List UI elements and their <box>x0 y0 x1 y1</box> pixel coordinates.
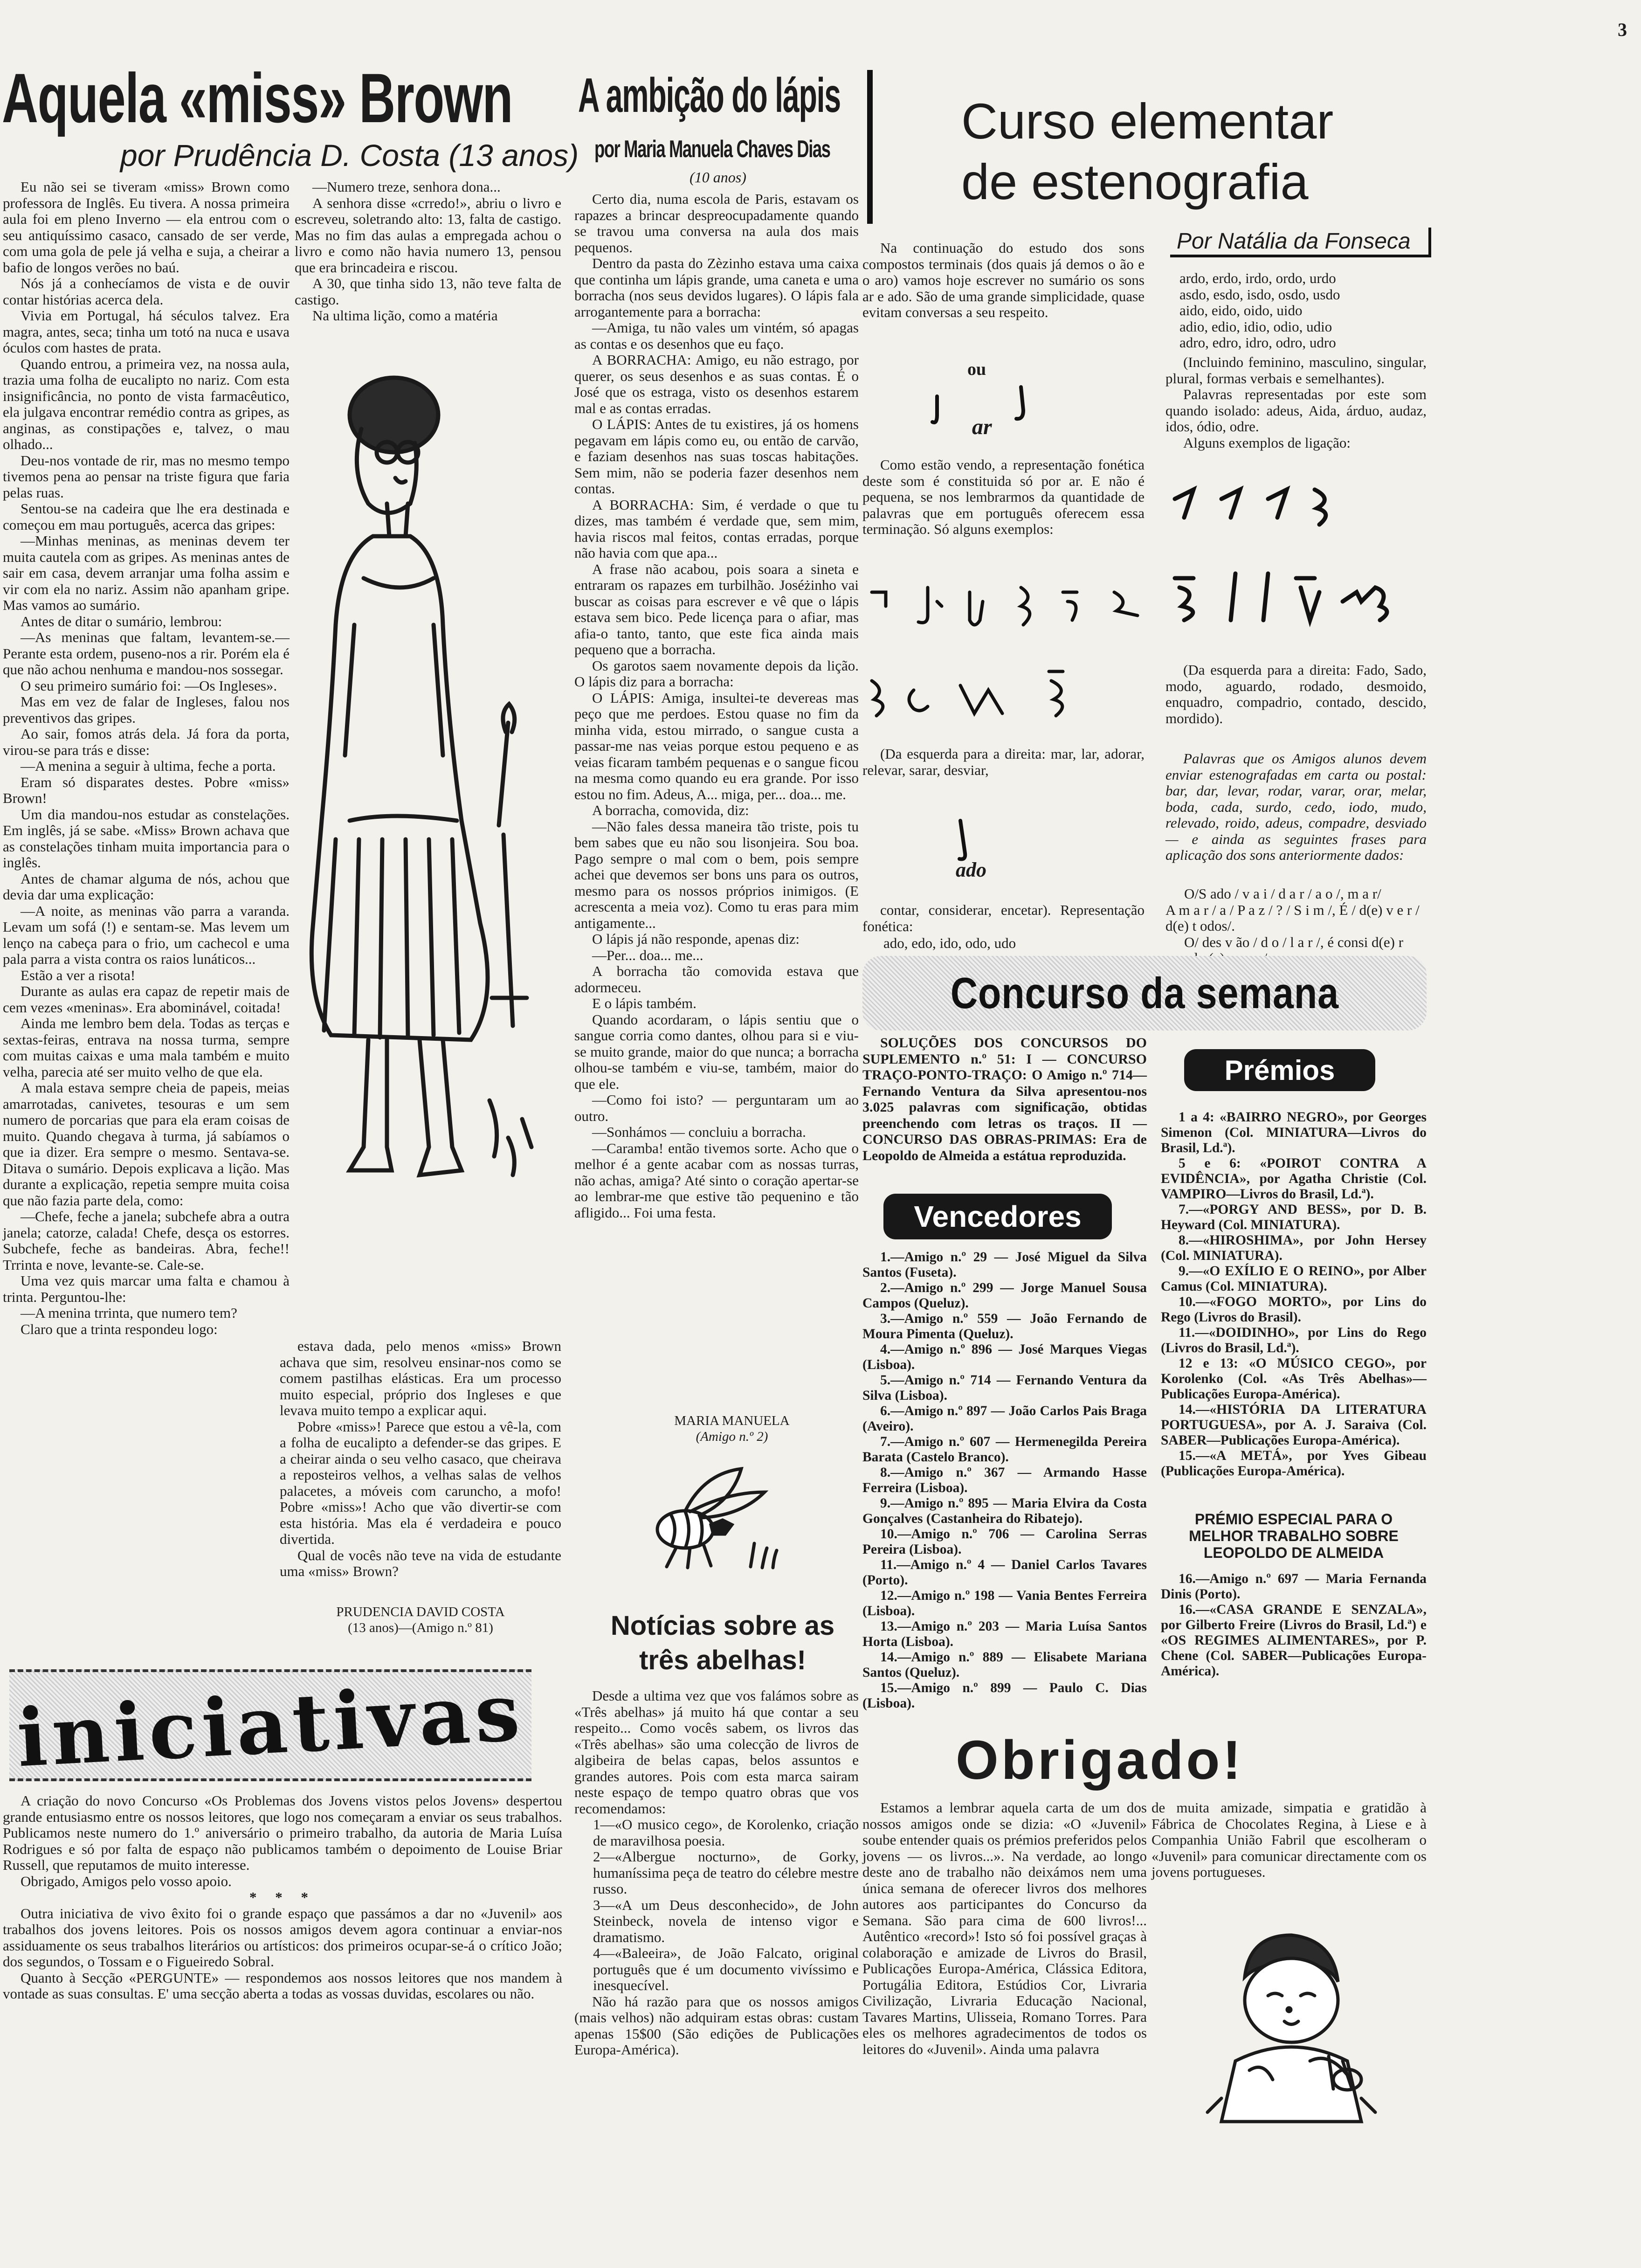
estenografia-right-notes <box>1165 354 1427 476</box>
phrase: A m a r / a / P a z / ? / S i m /, É / d(e) v e r / d(e) t odos/. <box>1165 901 1420 934</box>
paragraph: Na ultima lição, como a matéria <box>312 307 498 324</box>
abelhas-text <box>574 1688 859 2117</box>
lapis-age: (10 anos) <box>689 169 746 186</box>
list-item: 16.—Amigo n.º 697 — Maria Fernanda Dinis (Porto). <box>1161 1571 1427 1602</box>
vencedores-list <box>862 1250 1147 1753</box>
paragraph: Claro que a trinta respondeu logo: <box>21 1321 218 1337</box>
list-item: 14.—Amigo n.º 889 — Elisabete Mariana Santos (Queluz). <box>862 1650 1147 1680</box>
concurso-banner <box>862 956 1427 1030</box>
list-item: 16.—«CASA GRANDE E SENZALA», por Gilberto Freire (Livros do Brasil, Ld.ª) e «OS REGIMES ALIMENTARES», por P. Chene (Col. SABER—Publicações Europa-América). <box>1161 1602 1427 1679</box>
lapis-signature-sub: (Amigo n.º 2) <box>696 1429 768 1444</box>
paragraph: Os garotos saem novamente depois da lição. O lápis diz para a borracha: <box>574 657 859 690</box>
phrase: O/ des v ão / d o / l a r /, é consi d(e) r <box>1184 933 1404 950</box>
list-item: 13.—Amigo n.º 203 — Maria Luísa Santos Horta (Lisboa). <box>862 1619 1147 1649</box>
iniciativas-title: iniciativas <box>14 1665 526 1785</box>
paragraph: —A menina a seguir à ultima, feche a porta. <box>21 758 276 774</box>
paragraph: Ainda me lembro bem dela. Todas as terças e sextas-feiras, entrava na nossa turma, sempre com muitas caixas e uma mala também e muito velha, parecia até ser muito velho de que ela. <box>3 1015 290 1080</box>
paragraph: Durante as aulas era capaz de repetir mais de cem vezes «meninas». Era abominável, coitada! <box>3 983 290 1016</box>
paragraph: A 30, que tinha sido 13, não teve falta de castigo. <box>295 275 561 308</box>
premios-list <box>1161 1110 1427 1501</box>
paragraph: Quando entrou, a primeira vez, na nossa aula, trazia uma folha de eucalipto no nariz. Com esta insignificância, no ponto de vista farmacêutico, ela julgava encontrar remédio contra as gripes, as anginas, as constipações e, talvez, o mau olhado... <box>3 355 290 452</box>
separator: * * * <box>249 1889 316 1905</box>
paragraph: O lápis já não responde, apenas diz: <box>592 931 800 947</box>
paragraph: Eram só disparates destes. Pobre «miss» Brown! <box>3 774 290 806</box>
caption: (Da esquerda para a direita: Fado, Sado, modo, aguardo, rodado, desmoido, enquadro, compadrio, contado, descido, mordido). <box>1165 662 1427 726</box>
list-item: 15.—Amigo n.º 899 — Paulo C. Dias (Lisboa). <box>862 1680 1147 1711</box>
paragraph: Nós já a conhecíamos de vista e de ouvir contar histórias acerca dela. <box>3 275 290 308</box>
list-item: 5.—Amigo n.º 714 — Fernando Ventura da Silva (Lisboa). <box>862 1373 1147 1403</box>
list-item: 7.—Amigo n.º 607 — Hermenegilda Pereira Barata (Castelo Branco). <box>862 1434 1147 1465</box>
obrigado-right <box>1151 1800 1427 1912</box>
paragraph: Antes de ditar o sumário, lembrou: <box>21 613 222 629</box>
list-item: 3—«A um Deus desconhecido», de John Steinbeck, novela de intenso vigor e dramatismo. <box>593 1896 859 1945</box>
caption: (Da esquerda para a direita: mar, lar, adorar, relevar, sarar, desviar, <box>862 746 1145 778</box>
paragraph: —Amiga, tu não vales um vintém, só apagas as contas e os desenhos que eu faço. <box>574 319 859 352</box>
miss-brown-signature-sub: (13 anos)—(Amigo n.º 81) <box>348 1620 493 1635</box>
shorthand-label-ado: ado <box>956 858 986 881</box>
list-item: 1.—Amigo n.º 29 — José Miguel da Silva Santos (Fuseta). <box>862 1250 1147 1280</box>
list-item: 9.—«O EXÍLIO E O REINO», por Alber Camus (Col. MINIATURA). <box>1161 1264 1427 1294</box>
estenografia-left-mid <box>862 457 1145 560</box>
list-item: adro, edro, idro, odro, udro <box>1179 334 1336 351</box>
miss-brown-column-2-top <box>295 179 561 333</box>
paragraph: —As meninas que faltam, levantem-se.—Perante esta ordem, puseno-nos a rir. Porém ela é que não achou nenhuma e mandou-nos sossegar. <box>3 629 290 678</box>
list-item: 1—«O musico cego», de Korolenko, criação de maravilhosa poesia. <box>593 1816 859 1849</box>
iniciativas-text <box>3 1793 562 2110</box>
estenografia-phonetic: ado, edo, ido, odo, udo <box>883 935 1016 951</box>
obrigado-title: Obrigado! <box>956 1729 1244 1791</box>
paragraph: A frase não acabou, pois soara a sineta e entraram os rapazes em turbilhão. Joséżinho vai buscar as coisas para escrever e vê que o lápis estava sem bico. Pede licença para o afiar, mas afia-o tanto, tanto, que este fica ainda mais pequeno que a borracha. <box>574 560 859 657</box>
list-item: 4—«Baleeira», de João Falcato, original português que é um documento vivíssimo e inesquecível. <box>593 1945 859 1993</box>
paragraph: Quanto à Secção «PERGUNTE» — respondemos aos nossos leitores que nos mandem à vontade as suas consultas. E' uma secção aberta a todas as vossas duvidas, escolares ou não. <box>3 1969 562 2002</box>
list-item: 3.—Amigo n.º 559 — João Fernando de Moura Pimenta (Queluz). <box>862 1311 1147 1341</box>
paragraph: estava dada, pelo menos «miss» Brown achava que sim, resolveu ensinar-nos como se comem pastilhas elásticas. Era um processo muito especial, próprio dos Ingleses e que levava muito tempo a explicar aqui. <box>280 1338 561 1418</box>
lapis-text <box>574 191 859 1422</box>
paragraph: A mala estava sempre cheia de papeis, meias amarrotadas, canivetes, tesouras e um sem numero de porcarias que para ela eram coisas de muito. Quando chegava à turma, já sabíamos o que ia dizer. Era sempre o mesmo. Sentava-se. Ditava o sumário. Depois explicava a lição. Mas durante a explicação, repetia sempre muita coisa que não fazia parte dela, como: <box>3 1079 290 1209</box>
lapis-signature: MARIA MANUELA <box>674 1413 790 1428</box>
list-item: 8.—«HIROSHIMA», por John Hersey (Col. MINIATURA). <box>1161 1233 1427 1263</box>
paragraph: A borracha tão comovida estava que adormeceu. <box>574 963 859 996</box>
paragraph: (Incluindo feminino, masculino, singular, plural, formas verbais e semelhantes). <box>1165 354 1427 387</box>
paragraph: Na continuação do estudo dos sons compostos terminais (dos quais já demos o ão e o aro) vamos hoje escrever no sumário os sons ar e ado. São de uma grande simplicidade, quase evitam conversas a seu respeito. <box>862 240 1145 320</box>
iniciativas-banner <box>9 1665 531 1785</box>
phrase: O/S ado / v a i / d a r / a o /, m a r/ <box>1184 885 1381 902</box>
list-item: 14.—«HISTÓRIA DA LITERATURA PORTUGUESA», por A. J. Saraiva (Col. SABER—Publicações Europa-América). <box>1161 1402 1427 1448</box>
list-item: ardo, erdo, irdo, ordo, urdo <box>1179 270 1336 286</box>
paragraph: Obrigado, Amigos pelo vosso apoio. <box>21 1873 232 1889</box>
abelhas-title: Notícias sobre as três abelhas! <box>610 1611 835 1675</box>
list-item: 9.—Amigo n.º 895 — Maria Elvira da Costa Gonçalves (Castanheira do Ribatejo). <box>862 1496 1147 1526</box>
paragraph: Palavras que os Amigos alunos devem enviar estenografadas em carta ou postal: bar, dar, levar, rodar, varar, orar, melar, boda, cada, surdo, cedo, iodo, mudo, relevado, roido, adeus, compadre, desviado — e ainda as seguintes frases para aplicação dos sons anteriormente dados: <box>1165 750 1427 863</box>
paragraph: Uma vez quis marcar uma falta e chamou à trinta. Perguntou-lhe: <box>3 1272 290 1305</box>
paragraph: O seu primeiro sumário foi: —Os Ingleses». <box>21 677 277 694</box>
paragraph: Desde a ultima vez que vos falámos sobre as «Três abelhas» já muito há que contar a seu respeito... Como vocês sabem, os livros das «Três abelhas» são uma colecção de livros de algibeira de belas capas, belos assuntos e grandes autores. Pois com esta marca sairam neste espaço de tempo quatro obras que vos recomendamos: <box>574 1687 859 1817</box>
miss-brown-illustration <box>280 336 569 1338</box>
concurso-intro <box>862 1035 1147 1203</box>
paragraph: A criação do novo Concurso «Os Problemas dos Jovens vistos pelos Jovens» despertou grande entusiasmo entre os nossos leitores, que logo nos começaram a enviar os seus trabalhos. Publicamos neste numero do 1.º aniversário o primeiro trabalho, da autoria de Maria Luísa Rodrigues e só por falta de espaço não publicamos também o depoimento de Louise Briar Russell, que reputamos de muito interesse. <box>3 1792 562 1873</box>
shorthand-label-ar: ar <box>972 415 992 439</box>
estenografia-right-task <box>1165 751 1427 886</box>
lapis-title: A ambição do lápis <box>578 69 841 123</box>
paragraph: Ao sair, fomos atrás dela. Já fora da porta, virou-se para trás e disse: <box>3 726 290 758</box>
bee-illustration <box>634 1459 802 1576</box>
list-item: 10.—Amigo n.º 706 — Carolina Serras Pereira (Lisboa). <box>862 1527 1147 1557</box>
paragraph: Pobre «miss»! Parece que estou a vê-la, com a folha de eucalipto a defender-se das gripes. E a cheirar ainda o seu velho casaco, que cheirava a reposteiros velhos, a velhas salas de velhos palacetes, a móveis com caruncho, a mofo! Pobre «miss»! Acho que vão divertir-se com esta história. Mas ela é verdadeira e pouco divertida. <box>280 1418 561 1547</box>
page-number: 3 <box>1618 19 1627 40</box>
estenografia-left-caption <box>862 746 1145 783</box>
list-item: 1 a 4: «BAIRRO NEGRO», por Georges Simenon (Col. MINIATURA—Livros do Brasil, Ld.ª). <box>1161 1110 1427 1155</box>
paragraph: —A menina trrinta, que numero tem? <box>21 1305 237 1321</box>
list-item: 6.—Amigo n.º 897 — João Carlos Pais Braga (Aveiro). <box>862 1404 1147 1434</box>
estenografia-right-list <box>1165 270 1427 354</box>
estenografia-title-box <box>867 70 1431 224</box>
estenografia-byline: Por Natália da Fonseca <box>1170 228 1431 257</box>
premio-especial-list <box>1161 1571 1427 1730</box>
premios-label: Prémios <box>1184 1049 1375 1091</box>
paragraph: Vivia em Portugal, há séculos talvez. Era magra, antes, seca; tinha um totó na nuca e usava óculos com hastes de prata. <box>3 307 290 356</box>
miss-brown-signature: PRUDENCIA DAVID COSTA <box>336 1604 505 1619</box>
paragraph: E o lápis também. <box>592 995 696 1011</box>
paragraph: Estamos a lembrar aquela carta de um dos nossos amigos onde se dizia: «O «Juvenil» soube entender quais os prémios preferidos pelos jovens — os livros...». Na verdade, ao longo deste ano de trabalho não deixámos nem uma única semana de oferecer livros dos melhores autores aos participantes do Concurso da Semana. São para cima de 600 livros!... Autêntico «record»! Isto só foi possível graças à colaboração e amizade de Livros do Brasil, Publicações Europa-América, Clássica Editora, Portugália Editora, Estúdios Cor, Livraria Civilização, Livraria Educação Nacional, Tavares Martins, Ulisseia, Romano Torres. Para eles os melhores agradecimentos de todos os leitores do «Juvenil». Ainda uma palavra <box>862 1799 1147 2057</box>
list-item: 15.—«A METÁ», por Yves Gibeau (Publicações Europa-América). <box>1161 1448 1427 1479</box>
list-item: aido, eido, oido, uido <box>1179 302 1303 318</box>
paragraph: SOLUÇÕES DOS CONCURSOS DO SUPLEMENTO n.º 51: I — CONCURSO TRAÇO-PONTO-TRAÇO: O Amigo n.º 714—Fernando Ventura da Silva apresentou-nos 3.025 palavras com significação, obtidas preenchendo com letras os traços. II — CONCURSO DAS OBRAS-PRIMAS: Era de Leopoldo de Almeida a estátua reproduzida. <box>862 1035 1147 1163</box>
miss-brown-title: Aquela «miss» Brown <box>2 59 512 137</box>
list-item: 7.—«PORGY AND BESS», por D. B. Heyward (Col. MINIATURA). <box>1161 1202 1427 1232</box>
shorthand-examples-1 <box>862 574 1161 639</box>
girl-illustration <box>1193 1921 1389 2126</box>
paragraph: —Minhas meninas, as meninas devem ter muita cautela com as gripes. As meninas antes de sair em casa, devem arranjar uma folha assim e vir com ela no nariz. Assim não apanham gripe. Mas vamos ao sumário. <box>3 532 290 613</box>
paragraph: Qual de vocês não teve na vida de estudante uma «miss» Brown? <box>280 1547 561 1579</box>
paragraph: Mas em vez de falar de Ingleses, falou nos preventivos das gripes. <box>3 693 290 726</box>
paragraph: Palavras representadas por este som quando isolado: adeus, Aida, árduo, audaz, idos, ódio, odre. <box>1165 386 1427 435</box>
paragraph: —Sonhámos — concluiu a borracha. <box>592 1124 806 1140</box>
list-item: 11.—«DOIDINHO», por Lins do Rego (Livros do Brasil, Ld.ª). <box>1161 1325 1427 1355</box>
paragraph: Não há razão para que os nossos amigos (mais velhos) não adquiram estas obras: custam apenas 15$00 (São edições de Publicações Europa-América). <box>574 1993 859 2058</box>
paragraph: —Chefe, feche a janela; subchefe abra a outra janela; catorze, calada! Chefe, desça os estorres. Subchefe, feche as bandeiras. Abra, feche!! Trrinta e nove, levante-se. Cale-se. <box>3 1208 290 1273</box>
shorthand-ligature-examples <box>1165 471 1427 657</box>
paragraph: O LÁPIS: Amiga, insultei-te devereas mas peço que me perdoes. Estou quase no fim da minha vida, estou mirrado, o sangue custa a passar-me nas veias porque estou pequeno e as veias ficaram também pequenas e o sangue ficou na mesma como quando eu era grande. Por isso estou no fim. Adeus, A... miga, per... doa... me. <box>574 689 859 802</box>
paragraph: Como estão vendo, a representação fonética deste som é constituida só por ar. E não é pequena, se nos lembrarmos da quantidade de palavras que em português oferecem essa terminação. Só alguns exemplos: <box>862 456 1145 537</box>
list-item: adio, edio, idio, odio, udio <box>1179 318 1332 335</box>
miss-brown-column-2-bottom <box>280 1338 561 1599</box>
paragraph: Quando acordaram, o lápis sentiu que o sangue corria como dantes, olhou para si e viu-se muito grande, maior do que nunca; a borracha olhou-se também e viu-se, também, maior do que ele. <box>574 1011 859 1092</box>
list-item: 5 e 6: «POIROT CONTRA A EVIDÊNCIA», por Agatha Christie (Col. VAMPIRO—Livros do Brasil, Ld.ª). <box>1161 1156 1427 1202</box>
estenografia-left-bottom <box>862 902 1145 940</box>
paragraph: —Per... doa... me... <box>592 947 703 963</box>
paragraph: Deu-nos vontade de rir, mas no mesmo tempo tivemos pena ao pensar na triste figura que faria pelas ruas. <box>3 452 290 501</box>
paragraph: Estão a ver a risota! <box>21 967 136 983</box>
obrigado-left <box>862 1800 1147 2117</box>
paragraph: A senhora disse «crredo!», abriu o livro e escreveu, soletrando alto: 13, falta de castigo. Mas no fim das aulas a empregada achou o livro e como não havia numero 13, pensou que era brincadeira e riscou. <box>295 194 561 276</box>
paragraph: Sentou-se na cadeira que lhe era destinada e começou em mau português, acerca das gripes: <box>3 500 290 533</box>
paragraph: contar, considerar, encetar). Representação fonética: <box>862 902 1145 934</box>
paragraph: —A noite, as meninas vão parra a varanda. Levam um sofá (!) e sentam-se. Mas levem um lenço na cabeça para o frio, um cachecol e uma pala parra a vista contra os raios lunáticos... <box>3 902 290 967</box>
paragraph: de muita amizade, simpatia e gratidão à Fábrica de Chocolates Regina, à Liese e à Companhia União Fabril que escolheram o «Juvenil» para comunicar directamente com os jovens portugueses. <box>1151 1799 1427 1880</box>
list-item: 11.—Amigo n.º 4 — Daniel Carlos Tavares (Porto). <box>862 1557 1147 1588</box>
list-item: 8.—Amigo n.º 367 — Armando Hasse Ferreira (Lisboa). <box>862 1465 1147 1495</box>
list-item: 12.—Amigo n.º 198 — Vania Bentes Ferreira (Lisboa). <box>862 1588 1147 1618</box>
paragraph: A BORRACHA: Sim, é verdade o que tu dizes, mas também é verdade que, sem mim, havia riscos mal feitos, contas erradas, porque não havia com que apa... <box>574 496 859 561</box>
list-item: asdo, esdo, isdo, osdo, usdo <box>1179 286 1340 303</box>
paragraph: —Caramba! então tivemos sorte. Acho que o melhor é a gente acabar com as nossas turras, não achas, amiga? Até sinto o coração apertar-se ao lembrar-me que estive tão pequenino e tão afligido... Foi uma festa. <box>574 1140 859 1221</box>
list-item: 2.—Amigo n.º 299 — Jorge Manuel Sousa Campos (Queluz). <box>862 1280 1147 1311</box>
miss-brown-byline: por Prudência D. Costa (13 anos) <box>120 138 579 173</box>
premio-especial-title: PRÉMIO ESPECIAL PARA O MELHOR TRABALHO SOBRE LEOPOLDO DE ALMEIDA <box>1189 1511 1399 1561</box>
paragraph: O LÁPIS: Antes de tu existires, já os homens pegavam em lápis como eu, ou então de carvão, e faziam desenhos nas suas toscas habitações. Sem mim, não se poderia fazer desenhos nem contas. <box>574 416 859 497</box>
paragraph: Um dia mandou-nos estudar as constelações. Em inglês, já se sabe. «Miss» Brown achava que as constelações tinham muita importancia para o inglês. <box>3 806 290 871</box>
estenografia-phrases <box>1165 886 1427 956</box>
paragraph: Antes de chamar alguma de nós, achou que devia dar uma explicação: <box>3 870 290 903</box>
paragraph: Outra iniciativa de vivo êxito foi o grande espaço que passámos a dar no «Juvenil» aos trabalhos dos jovens leitores. Pois os nossos amigos devem agora continuar a enviar-nos assiduamente os seus trabalhos literários ou artísticos: dos primeiros ocupar-se-á o crítico João; dos segundos, o Tossam e o Figueiredo Sobral. <box>3 1905 562 1970</box>
concurso-banner-title: Concurso da semana <box>950 968 1339 1017</box>
paragraph: A BORRACHA: Amigo, eu não estrago, por querer, os seus desenhos e as suas contas. É o José que os estraga, visto os desenhos estarem mal e as contas erradas. <box>574 352 859 416</box>
estenografia-title-line2: de estenografia <box>961 153 1309 210</box>
lapis-byline: por Maria Manuela Chaves Dias <box>594 136 830 163</box>
estenografia-right-caption <box>1165 662 1427 755</box>
paragraph: A borracha, comovida, diz: <box>592 802 749 818</box>
miss-brown-column-1 <box>3 179 290 1662</box>
paragraph: —Como foi isto? — perguntaram um ao outro. <box>574 1092 859 1124</box>
estenografia-left-top <box>862 240 1145 375</box>
paragraph: —Numero treze, senhora dona... <box>312 179 501 195</box>
list-item: 2—«Albergue nocturno», de Gorky, humaníssima peça de teatro do célebre mestre russo. <box>593 1848 859 1897</box>
shorthand-examples-2 <box>862 662 1161 727</box>
list-item: 12 e 13: «O MÚSICO CEGO», por Korolenko (Col. «As Três Abelhas»—Publicações Europa-América). <box>1161 1356 1427 1402</box>
list-item: 10.—«FOGO MORTO», por Lins do Rego (Livros do Brasil). <box>1161 1294 1427 1325</box>
paragraph: —Não fales dessa maneira tão triste, pois tu bem sabes que eu não sou lisonjeira. Sou boa. Pago sempre o mal com o bem, pois sempre achei que devemos ser bons uns para os outros, mesmo para os nossos próprios inimigos. (E acrescenta a meia voz). Como tu eras para mim antigamente... <box>574 818 859 931</box>
shorthand-label-ou: ou <box>967 360 986 379</box>
list-item: 4.—Amigo n.º 896 — José Marques Viegas (Lisboa). <box>862 1342 1147 1372</box>
paragraph: Alguns exemplos de ligação: <box>1183 434 1351 451</box>
paragraph: Eu não sei se tiveram «miss» Brown como professora de Inglês. Eu tivera. A nossa primeira aula foi em pleno Inverno — ela entrou com o seu antiquíssimo casaco, cansado de ser verde, com uma gola de pele já velha e suja, a cheirar a bafio de longos verões no baú. <box>3 179 290 276</box>
estenografia-title-line1: Curso elementar <box>961 93 1334 149</box>
paragraph: Dentro da pasta do Zèzinho estava uma caixa que continha um lápis grande, uma caneta e uma borracha (nos seus devidos lugares). O lápis fala arrogantemente para a borracha: <box>574 255 859 320</box>
paragraph: Certo dia, numa escola de Paris, estavam os rapazes a brincar despreocupadamente quando se travou uma conversa na aula dos mais pequenos. <box>574 191 859 256</box>
vencedores-label: Vencedores <box>883 1194 1112 1239</box>
